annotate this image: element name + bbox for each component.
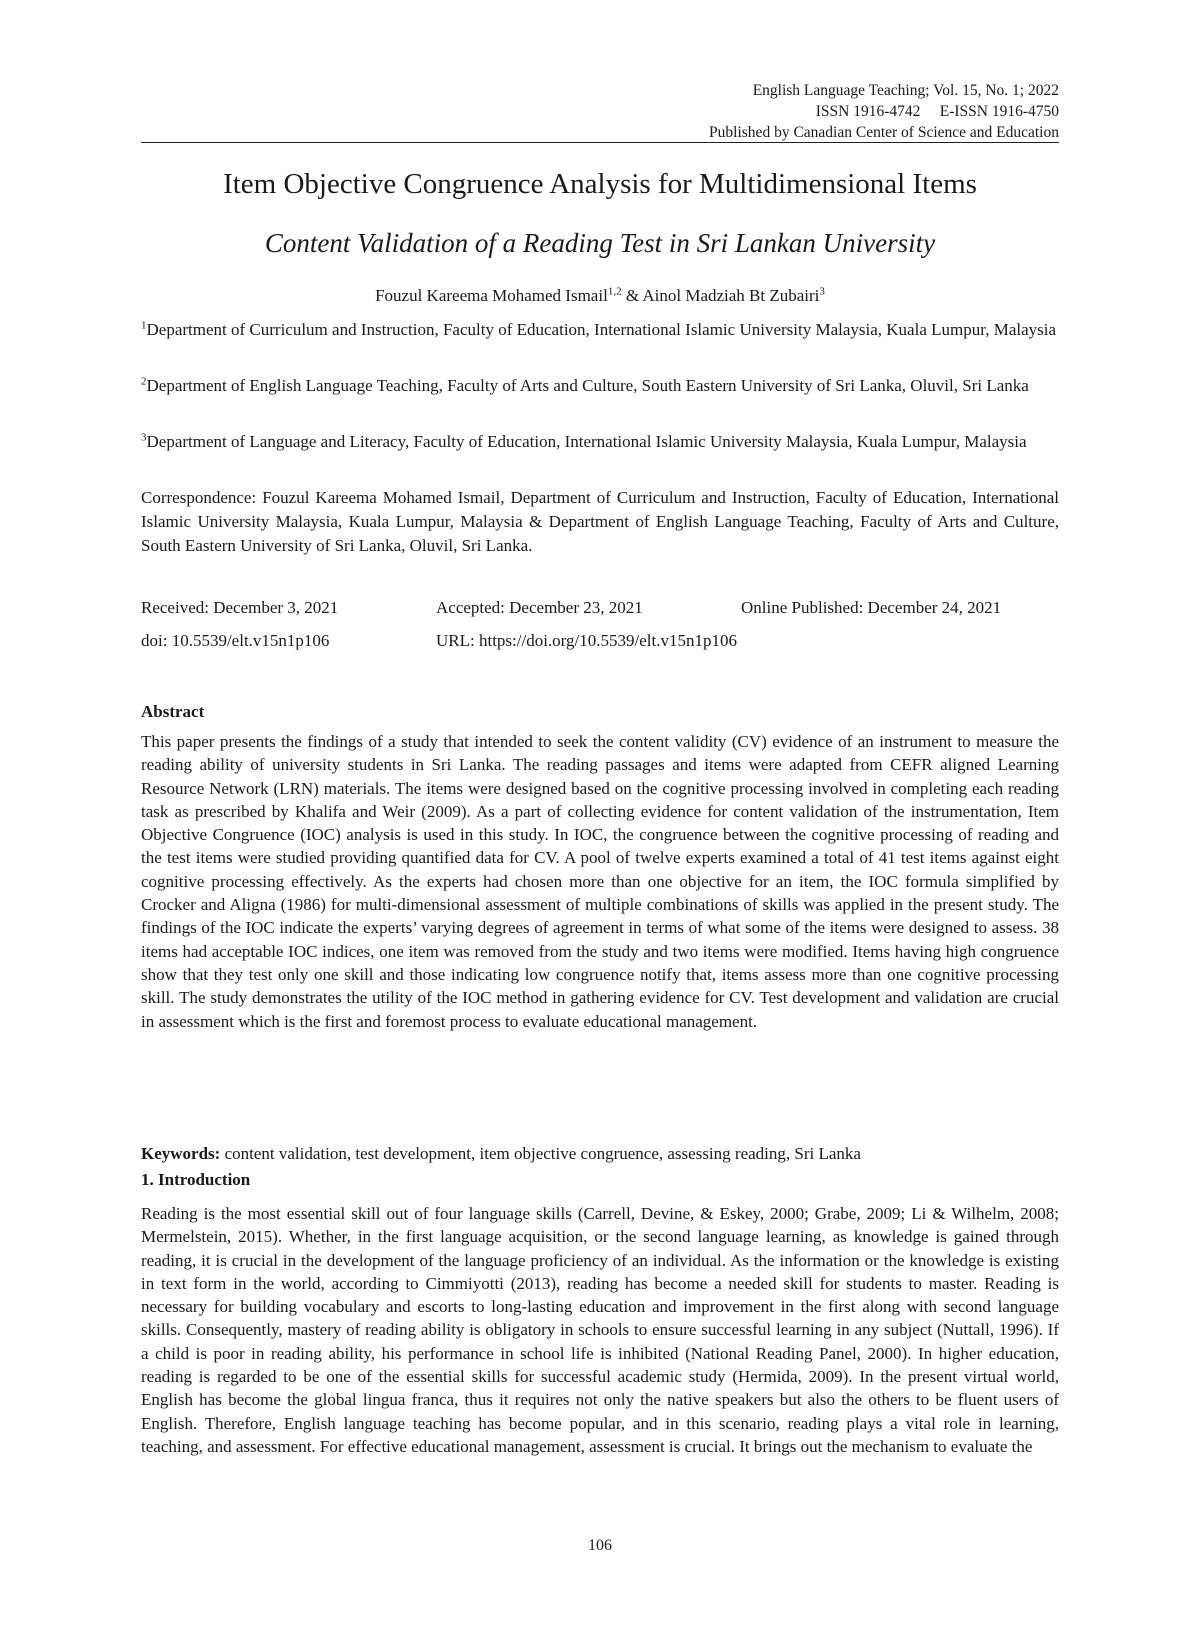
introduction-heading: 1. Introduction	[141, 1170, 251, 1189]
affiliation-text: Department of Curriculum and Instruction, Faculty of Education, International Islamic University Malaysia, Kuala Lumpur, Malaysia	[146, 320, 1057, 339]
keywords-label: Keywords:	[141, 1144, 221, 1163]
page-number: 106	[588, 1537, 612, 1554]
received-date: Received: December 3, 2021	[141, 598, 339, 617]
publisher-info: Published by Canadian Center of Science and Education	[709, 124, 1059, 141]
keywords-list: content validation, test development, item objective congruence, assessing reading, Sri Lanka	[220, 1144, 861, 1163]
affiliation-marker: 2	[141, 375, 147, 388]
affiliation-marker: 3	[141, 431, 147, 444]
author-1-affil: 1,2	[607, 285, 622, 298]
header-rule	[141, 142, 1059, 143]
author-connector: &	[621, 286, 643, 305]
author-2-affil: 3	[819, 285, 825, 298]
accepted-date: Accepted: December 23, 2021	[436, 598, 643, 617]
author-2: Ainol Madziah Bt Zubairi	[642, 286, 820, 305]
abstract-heading: Abstract	[141, 702, 205, 721]
affiliation-text: Department of English Language Teaching, Faculty of Arts and Culture, South Eastern University of Sri Lanka, Oluvil, Sri Lanka	[146, 376, 1029, 395]
affiliation-3	[141, 430, 1059, 454]
abstract-body: This paper presents the findings of a study that intended to seek the content validity (CV) evidence of an instrument to measure the reading ability of university students in Sri Lanka. The reading passages and items were adapted from CEFR aligned Learning Resource Network (LRN) materials. The items were designed based on the cognitive processing involved in completing each reading task as prescribed by Khalifa and Weir (2009). As a part of collecting evidence for content validation of the instrumentation, Item Objective Congruence (IOC) analysis is used in this study. In IOC, the congruence between the cognitive processing of reading and the test items were studied providing quantified data for CV. A pool of twelve experts examined a total of 41 test items against eight cognitive processing effectively. As the experts had chosen more than one objective for an item, the IOC formula simplified by Crocker and Aligna (1986) for multi-dimensional assessment of multiple combinations of skills was applied in the present study. The findings of the IOC indicate the experts’ varying degrees of agreement in terms of what some of the items were designed to assess. 38 items had acceptable IOC indices, one item was removed from the study and two items were modified. Items having high congruence show that they test only one skill and those indicating low congruence notify that, items assess more than one cognitive processing skill. The study demonstrates the utility of the IOC method in gathering evidence for CV. Test development and validation are crucial in assessment which is the first and foremost process to evaluate educational management.	[141, 732, 1059, 1031]
journal-info: English Language Teaching; Vol. 15, No. 1; 2022	[752, 82, 1059, 99]
correspondence: Correspondence: Fouzul Kareema Mohamed Ismail, Department of Curriculum and Instruction, Faculty of Education, International Islamic University Malaysia, Kuala Lumpur, Malaysia & Department of English Language Teaching, Faculty of Arts and Culture, South Eastern University of Sri Lanka, Oluvil, Sri Lanka.	[141, 488, 1059, 555]
affiliation-marker: 1	[141, 319, 147, 332]
affiliation-text: Department of Language and Literacy, Faculty of Education, International Islamic University Malaysia, Kuala Lumpur, Malaysia	[146, 432, 1027, 451]
paper-subtitle: Content Validation of a Reading Test in Sri Lankan University	[264, 228, 936, 258]
keywords-line	[141, 1144, 1059, 1164]
doi: doi: 10.5539/elt.v15n1p106	[141, 631, 330, 650]
author-line	[141, 286, 1059, 306]
running-header	[709, 80, 1059, 143]
published-date: Online Published: December 24, 2021	[741, 598, 1002, 617]
affiliation-1	[141, 318, 1059, 342]
issn-info: ISSN 1916-4742 E-ISSN 1916-4750	[815, 103, 1059, 120]
author-1: Fouzul Kareema Mohamed Ismail	[375, 286, 608, 305]
paper-title: Item Objective Congruence Analysis for Multidimensional Items	[223, 168, 977, 200]
url-link[interactable]: URL: https://doi.org/10.5539/elt.v15n1p106	[436, 631, 737, 650]
affiliation-2	[141, 374, 1059, 398]
introduction-body: Reading is the most essential skill out of four language skills (Carrell, Devine, & Eskey, 2000; Grabe, 2009; Li & Wilhelm, 2008; Mermelstein, 2015). Whether, in the first language acquisition, or the second language learning, as knowledge is gained through reading, it is crucial in the development of the language proficiency of an individual. As the information or the knowledge is existing in text form in the world, according to Cimmiyotti (2013), reading has become a needed skill for students to master. Reading is necessary for building vocabulary and escorts to long-lasting education and improvement in the first along with second language skills. Consequently, mastery of reading ability is obligatory in schools to ensure successful learning in any subject (Nuttall, 1996). If a child is poor in reading ability, his performance in school life is inhibited (National Reading Panel, 2000). In higher education, reading is regarded to be one of the essential skills for successful academic study (Hermida, 2009). In the present virtual world, English has become the global lingua franca, thus it requires not only the native speakers but also the others to be fluent users of English. Therefore, English language teaching has become popular, and in this scenario, reading plays a vital role in learning, teaching, and assessment. For effective educational management, assessment is crucial. It brings out the mechanism to evaluate the	[141, 1204, 1059, 1456]
